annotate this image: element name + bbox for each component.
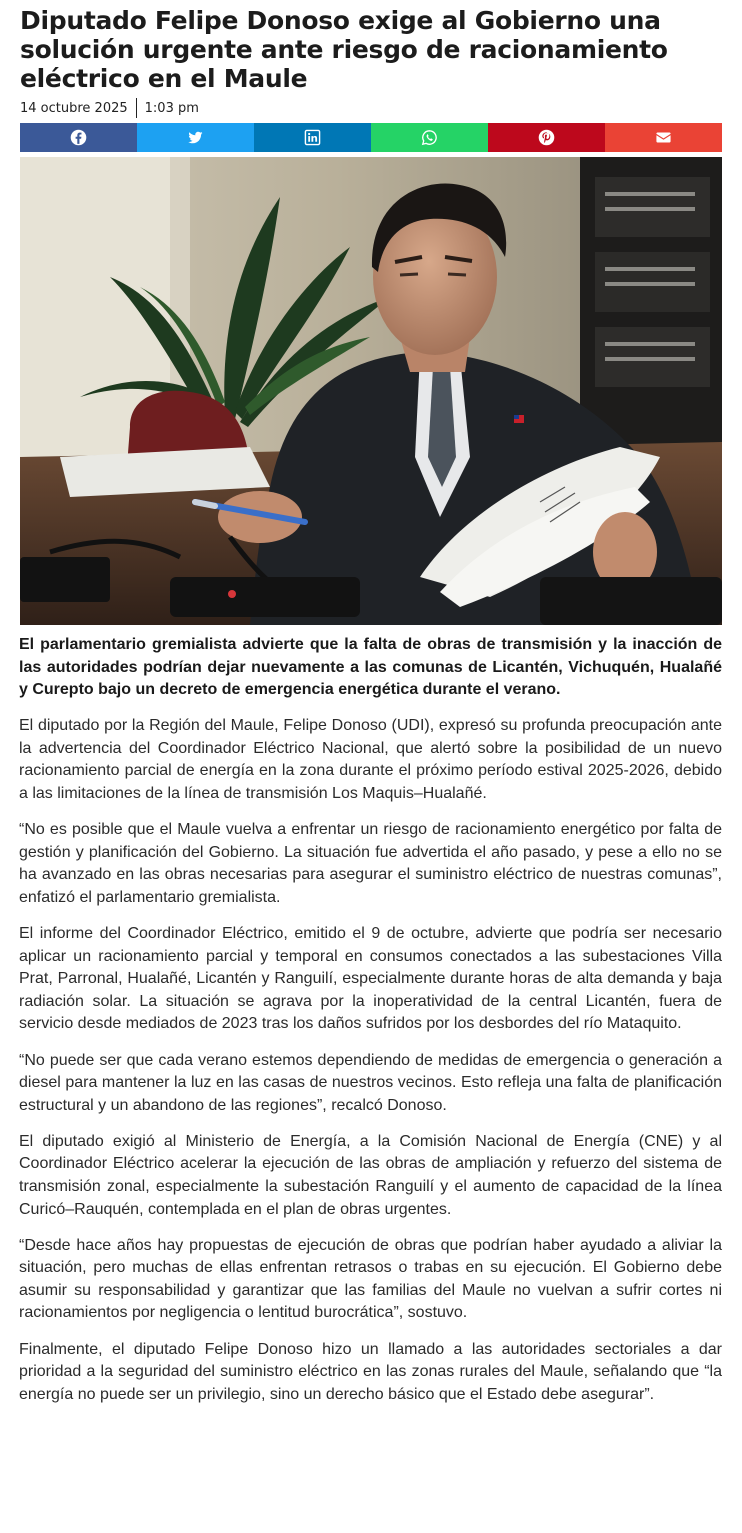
article-lead: El parlamentario gremialista advierte que la falta de obras de transmisión y la inacción de las autoridades podrían dejar nuevamente a las comunas de Licantén, Vichuquén, Hualañé y Curepto bajo un decreto de emergencia energética durante el verano. [19, 636, 722, 699]
whatsapp-icon [421, 129, 438, 146]
article-paragraph: El diputado por la Región del Maule, Felipe Donoso (UDI), expresó su profunda preocupación ante la advertencia del Coordinador Eléctrico Nacional, que alertó sobre la posibilidad de un nuevo racionamiento parcial de energía en la zona durante el próximo período estival 2025-2026, debido a las limitaciones de la línea de transmisión Los Maquis–Hualañé. [19, 717, 722, 803]
article-paragraph: “Desde hace años hay propuestas de ejecución de obras que podrían haber ayudado a aliviar la situación, pero muchas de ellas enfrentan retrasos o trabas en su ejecución. El Gobierno debe asumir su responsabilidad y garantizar que las familias del Maule no vuelvan a sufrir cortes ni racionamientos por negligencia o lentitud burocrática”, sostuvo. [19, 1236, 722, 1322]
share-facebook-button[interactable] [20, 123, 137, 152]
article-paragraph: El diputado exigió al Ministerio de Energía, a la Comisión Nacional de Energía (CNE) y al Coordinador Eléctrico acelerar la ejecución de las obras de ampliación y refuerzo del sistema de transmisión zonal, especialmente la subestación Ranguilí y el aumento de capacidad de la línea Curicó–Rauquén, contemplada en el plan de obras urgentes. [19, 1132, 722, 1218]
share-email-button[interactable] [605, 123, 722, 152]
share-twitter-button[interactable] [137, 123, 254, 152]
share-bar [20, 123, 722, 152]
article-date: 14 octubre 2025 [20, 100, 128, 116]
article-paragraph: “No puede ser que cada verano estemos dependiendo de medidas de emergencia o generación a diesel para mantener la luz en las casas de nuestros vecinos. Esto refleja una falta de planificación estructural y un abandono de las regiones”, recalcó Donoso. [19, 1051, 722, 1114]
article-photo [20, 157, 722, 625]
linkedin-icon [304, 129, 321, 146]
article-meta [20, 98, 199, 118]
article-body [19, 634, 722, 1420]
facebook-icon [70, 129, 87, 146]
pinterest-icon [538, 129, 555, 146]
email-icon [655, 129, 672, 146]
article-time: 1:03 pm [144, 100, 199, 116]
share-linkedin-button[interactable] [254, 123, 371, 152]
article-paragraph: El informe del Coordinador Eléctrico, emitido el 9 de octubre, advierte que podría ser necesario aplicar un racionamiento parcial y temporal en consumos conectados a las subestaciones Villa Prat, Parronal, Hualañé, Licantén y Ranguilí, especialmente durante horas de alta demanda y baja radiación solar. La situación se agrava por la inoperatividad de la central Licantén, fuera de servicio desde mediados de 2023 tras los daños sufridos por los desbordes del río Mataquito. [19, 925, 722, 1033]
article-paragraph: Finalmente, el diputado Felipe Donoso hizo un llamado a las autoridades sectoriales a dar prioridad a la seguridad del suministro eléctrico en las zonas rurales del Maule, señalando que “la energía no puede ser un privilegio, sino un derecho básico que el Estado debe asegurar”. [19, 1340, 722, 1403]
article-paragraph: “No es posible que el Maule vuelva a enfrentar un riesgo de racionamiento energético por falta de gestión y planificación del Gobierno. La situación fue advertida el año pasado, y pese a ello no se ha avanzado en las obras necesarias para asegurar el suministro eléctrico de nuestras comunas”, enfatizó el parlamentario gremialista. [19, 821, 722, 906]
meta-divider [136, 98, 137, 118]
share-whatsapp-button[interactable] [371, 123, 488, 152]
share-pinterest-button[interactable] [488, 123, 605, 152]
twitter-icon [187, 129, 204, 146]
article-title: Diputado Felipe Donoso exige al Gobierno una solución urgente ante riesgo de racionamiento eléctrico en el Maule [20, 6, 668, 93]
